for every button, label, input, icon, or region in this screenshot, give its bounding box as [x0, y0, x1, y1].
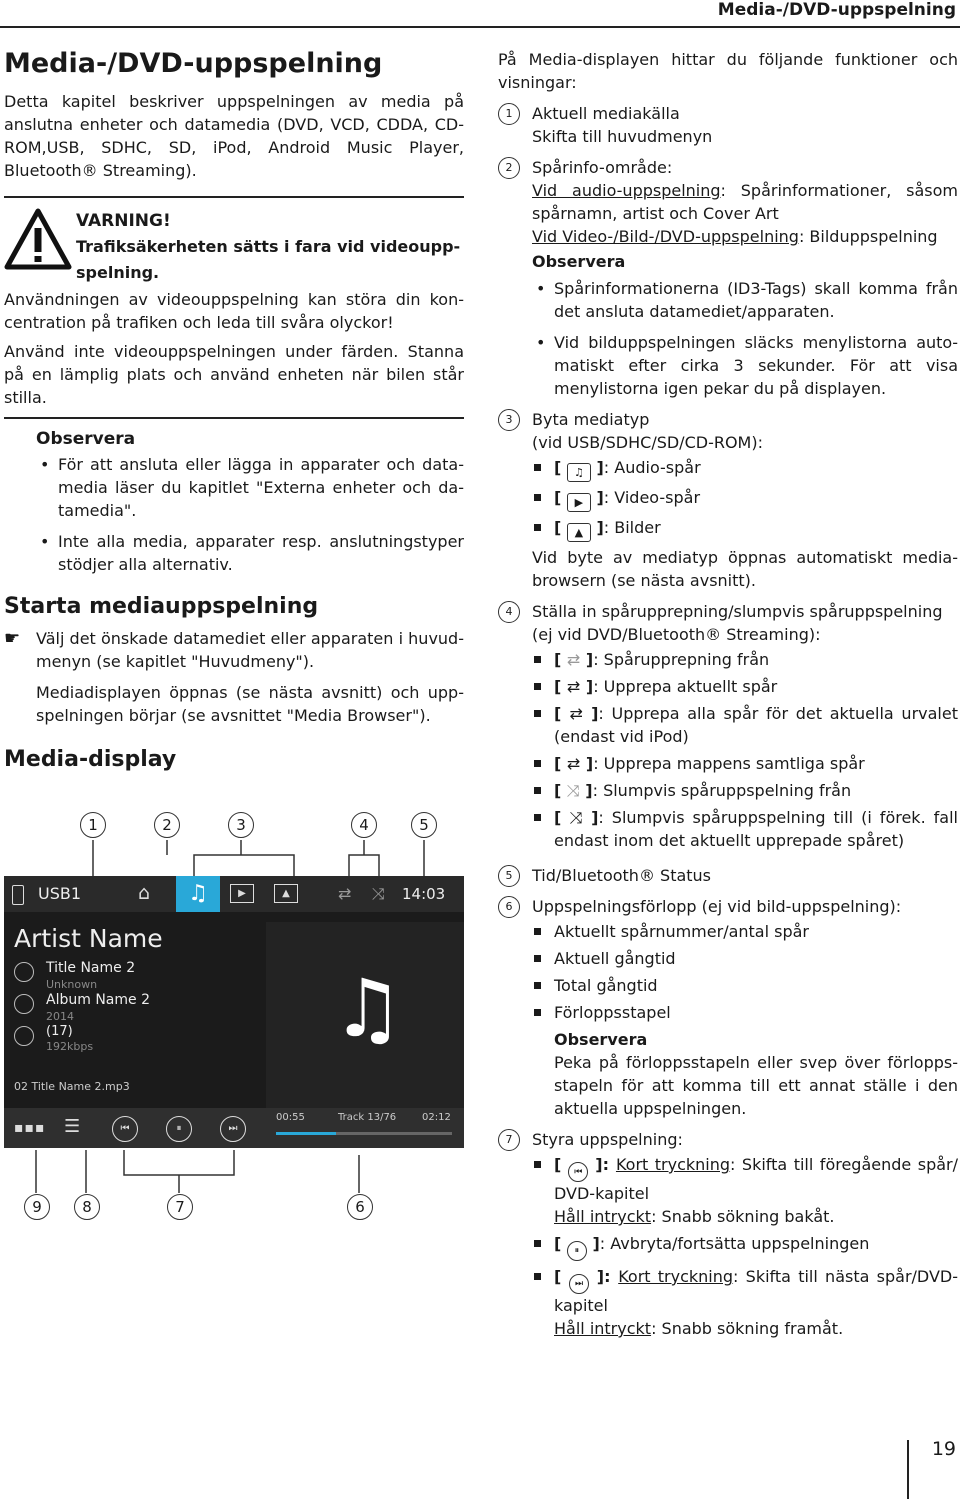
track-number: (17) [46, 1024, 73, 1039]
item-number: 2 [498, 157, 520, 179]
repeat-folder-text: : Upprepa mappens samtliga spår [593, 754, 865, 773]
repeat-folder-icon: ⇄ [566, 754, 581, 773]
item-1-line: Skifta till huvudmenyn [532, 127, 713, 146]
page-number-rule [907, 1440, 909, 1499]
video-text: : Bilduppspelning [798, 227, 938, 246]
pointing-hand-icon: ☛ [4, 628, 21, 649]
next-icon: ⏭ [569, 1274, 589, 1294]
item-4: 4 Ställa in spårupprepning/slumpvis spåruppspelning (ej vid DVD/Bluetooth® Streaming): [ ⇄ ]: Spårupprepning från [ ⇄ ]: Upprepa aktuellt spår [ ⇄ ]: Upprepa alla spår för det aktuella urvalet (endast vid iPod) [ ⇄ ]: Upprepa mappens samtliga spår [ ⤨ ]: Slumpvis spåruppspelning från [ ⤨ ]: Slumpvis spåruppspelning till (i förek. fall endast inom det aktuellt upprepade spåret) [498, 600, 958, 856]
item-number: 4 [498, 601, 520, 623]
album-name: Album Name 2 [46, 992, 150, 1008]
media-type-video: : Video-spår [603, 488, 701, 507]
repeat-all-text: : Upprepa alla spår för det aktuella urvalet (endast vid iPod) [554, 704, 958, 746]
track-title: Title Name 2 [46, 960, 136, 976]
item-2-note-item: • Vid bilduppspelningen släcks menylistorna automatiskt efter cirka 3 sekunder. För att visa menylistorna igen pekar du på displayen. [554, 331, 958, 400]
repeat-off-text: : Spårupprepning från [593, 650, 770, 669]
section-title-display: Media-display [4, 747, 177, 772]
album-icon [14, 994, 34, 1014]
track-title-sub: Unknown [46, 978, 98, 991]
prev-hold-label: Håll intryckt [554, 1207, 652, 1226]
page-title: Media-/DVD-uppspelning [4, 48, 383, 79]
track-counter: Track 13/76 [338, 1112, 397, 1123]
item-number: 3 [498, 409, 520, 431]
item-number: 7 [498, 1129, 520, 1151]
album-year: 2014 [46, 1010, 74, 1023]
section-title-start: Starta mediauppspelning [4, 594, 319, 619]
home-icon[interactable]: ⌂ [138, 882, 151, 904]
clock: 14:03 [402, 885, 446, 903]
note-item: • För att ansluta eller lägga in apparater och datamedia läser du kapitlet "Externa enheter och datamedia". [58, 453, 464, 522]
progress-fill [276, 1132, 336, 1135]
shuffle-off-text: : Slumpvis spåruppspelning från [592, 781, 852, 800]
warning-headline: Trafiksäkerheten sätts i fara vid videouppspelning. [76, 237, 461, 282]
warning-label: VARNING! [76, 211, 171, 231]
media-type-audio: : Audio-spår [603, 458, 701, 477]
callout-4: 4 [351, 812, 377, 838]
audio-text: : Spårinformationer, såsom spårnamn, artist och Cover Art [532, 181, 958, 223]
pause-icon: ⏸ [567, 1241, 587, 1261]
item-7-head: Styra uppspelning: [532, 1130, 683, 1149]
prev-short-text: : Skifta till föregående spår/ DVD-kapitel [554, 1155, 958, 1203]
item-6-sub: Aktuellt spårnummer/antal spår [554, 920, 958, 943]
intro-text: Detta kapitel beskriver uppspelningen av media på anslutna enheter och datamedia (DVD, VCD, CDDA, CD-ROM,USB, SDHC, SD, iPod, Android Music Player, Bluetooth® Streaming). [4, 92, 464, 180]
item-number: 5 [498, 865, 520, 887]
usb-icon [12, 885, 24, 905]
warning-block [4, 208, 464, 286]
next-short-label: Kort tryckning [618, 1267, 734, 1286]
next-hold-label: Håll intryckt [554, 1319, 652, 1338]
audio-track-icon: ♫ [567, 463, 591, 482]
screen-bottom-bar [4, 1108, 464, 1148]
total-time: 02:12 [422, 1112, 451, 1123]
prev-hold-text: : Snabb sökning bakåt. [651, 1207, 835, 1226]
warning-icon [4, 208, 76, 286]
item-2-note-label: Observera [532, 252, 626, 271]
screen-top-bar [4, 876, 464, 912]
repeat-off-icon: ⇄ [566, 650, 581, 669]
shuffle-icon[interactable]: ⤨ [372, 884, 385, 903]
item-7: 7 Styra uppspelning: [ ⏮ ]: Kort tryckning: Skifta till föregående spår/ DVD-kapitel Håll intryckt: Snabb sökning bakåt. [ ⏸ ]: Avbryta/fortsätta uppspelningen [ ⏭ ]: Kort tryckning: Skifta till nästa spår/DVD-kapitel Håll intryckt: Snabb sökning framåt. [498, 1128, 958, 1344]
elapsed-time: 00:55 [276, 1112, 305, 1123]
shuffle-on-icon: ⤨ [569, 808, 583, 827]
pause-icon[interactable]: ⏸ [166, 1116, 192, 1142]
callout-9: 9 [24, 1194, 50, 1220]
item-4-head: Ställa in spårupprepning/slumpvis spåruppspelning (ej vid DVD/Bluetooth® Streaming): [532, 602, 943, 644]
running-header: Media-/DVD-uppspelning [717, 0, 956, 20]
video-mode-icon[interactable]: ▶ [230, 884, 254, 903]
music-note-icon: ♫ [332, 962, 404, 1055]
item-2 [498, 156, 958, 408]
item-2-note-item: • Spårinformationerna (ID3-Tags) skall komma från det ansluta datamediet/apparaten. [554, 277, 958, 323]
warning-bottom-rule [4, 417, 464, 419]
item-6-sub: Aktuell gångtid [554, 947, 958, 970]
item-1-line: Aktuell mediakälla [532, 104, 680, 123]
step-item [4, 627, 464, 673]
repeat-one-text: : Upprepa aktuellt spår [593, 677, 778, 696]
audio-mode-icon[interactable]: ♫ [176, 876, 220, 912]
item-2-head: Spårinfo-område: [532, 158, 673, 177]
item-6-note-label: Observera [554, 1030, 648, 1049]
repeat-icon[interactable]: ⇄ [338, 884, 352, 903]
previous-icon: ⏮ [568, 1162, 588, 1182]
item-3: 3 Byta mediatyp (vid USB/SDHC/SD/CD-ROM): [ ♫ ]: Audio-spår [ ▶ ]: Video-spår [ ▲ ]: Bilder Vid byte av mediatyp öppnas automatiskt mediabrowsern (se nästa avsnitt). [498, 408, 958, 592]
media-display-figure [4, 810, 464, 1220]
item-6-sub: Total gångtid [554, 974, 958, 997]
bitrate: 192kbps [46, 1040, 94, 1053]
callout-6: 6 [347, 1194, 373, 1220]
right-intro: På Media-displayen hittar du följande funktioner och visningar: [498, 50, 958, 92]
step-result: Mediadisplayen öppnas (se nästa avsnitt) och uppspelningen börjar (se avsnittet "Media Browser"). [36, 683, 464, 725]
item-6-note-text: Peka på förloppsstapeln eller svep över förloppsstapeln för att komma till ett annat ställe i den aktuella uppspelningen. [554, 1053, 958, 1118]
cover-art [266, 922, 464, 1108]
left-column [4, 48, 464, 780]
note-item: • Inte alla media, apparater resp. anslutningstyper stödjer alla alternativ. [58, 530, 464, 576]
note-label: Observera [36, 429, 136, 449]
pause-text: : Avbryta/fortsätta uppspelningen [599, 1234, 870, 1253]
item-3-head: Byta mediatyp [532, 410, 650, 429]
title-icon [14, 962, 34, 982]
audio-label: Vid audio-uppspelning [532, 181, 721, 200]
item-5-head: Tid/Bluetooth® Status [532, 866, 712, 885]
page-number: 19 [931, 1438, 956, 1460]
item-6-head: Uppspelningsförlopp (ej vid bild-uppspelning): [532, 897, 902, 916]
callout-1: 1 [80, 812, 106, 838]
callout-3: 3 [228, 812, 254, 838]
media-type-picture: : Bilder [603, 518, 661, 537]
step-text: Välj det önskade datamediet eller apparaten i huvudmenyn (se kapitlet "Huvudmeny"). [36, 629, 464, 671]
source-label[interactable]: USB1 [38, 884, 82, 903]
item-number: 1 [498, 103, 520, 125]
item-5 [498, 864, 958, 887]
progress-track[interactable] [276, 1132, 452, 1135]
next-hold-text: : Snabb sökning framåt. [651, 1319, 844, 1338]
video-track-icon: ▶ [567, 493, 591, 512]
media-screen [4, 876, 464, 1148]
more-options-icon[interactable]: ▪▪▪ [14, 1120, 46, 1136]
shuffle-on-text: : Slumpvis spåruppspelning till (i förek. fall endast inom det aktuellt upprepade spåret) [554, 808, 958, 850]
header-rule [0, 26, 960, 28]
item-3-after: Vid byte av mediatyp öppnas automatiskt mediabrowsern (se nästa avsnitt). [532, 548, 958, 590]
repeat-all-icon: ⇄ [569, 704, 583, 723]
prev-short-label: Kort tryckning [615, 1155, 731, 1174]
warning-text-1: Användningen av videouppspelning kan störa din koncentration på trafiken och leda till svåra olyckor! [4, 290, 464, 332]
previous-icon[interactable]: ⏮ [112, 1116, 138, 1142]
warning-text-2: Använd inte videouppspelningen under färden. Stanna på en lämplig plats och använd enheten när bilen står stilla. [4, 342, 464, 407]
item-6 [498, 895, 958, 1120]
callout-5: 5 [411, 812, 437, 838]
artist-name: Artist Name [14, 924, 163, 953]
picture-icon: ▲ [567, 523, 591, 542]
callout-7: 7 [167, 1194, 193, 1220]
bitrate-icon [14, 1026, 34, 1046]
callout-8: 8 [74, 1194, 100, 1220]
video-label: Vid Video-/Bild-/DVD-uppspelning [532, 227, 799, 246]
item-1 [498, 102, 958, 148]
shuffle-off-icon: ⤨ [566, 781, 580, 800]
file-name: 02 Title Name 2.mp3 [14, 1080, 130, 1093]
item-6-sub: Förloppsstapel [554, 1001, 958, 1024]
item-3-head2: (vid USB/SDHC/SD/CD-ROM): [532, 433, 763, 452]
repeat-one-icon: ⇄ [566, 677, 581, 696]
note-list [36, 453, 464, 576]
picture-mode-icon[interactable]: ▲ [274, 884, 298, 903]
item-number: 6 [498, 896, 520, 918]
next-icon[interactable]: ⏭ [220, 1116, 246, 1142]
next-short-text: : Skifta till nästa spår/DVD-kapitel [554, 1267, 958, 1315]
browser-icon[interactable]: ☰ [64, 1116, 81, 1137]
right-column [498, 48, 958, 1344]
warning-top-rule [4, 196, 464, 198]
callout-2: 2 [154, 812, 180, 838]
